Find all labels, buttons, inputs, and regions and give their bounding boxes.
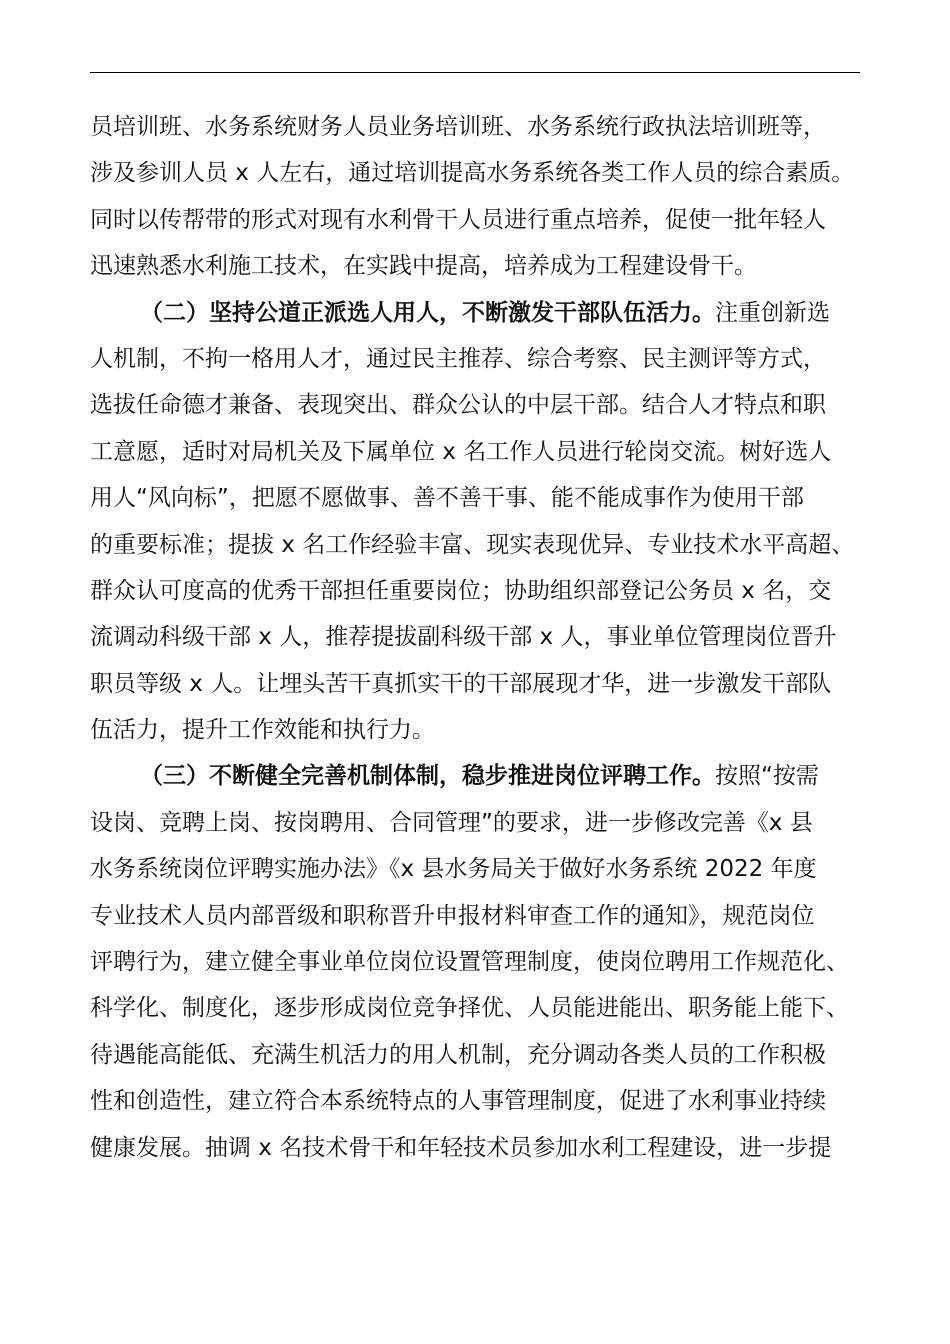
text-line: 性和创造性，建立符合本系统特点的人事管理制度，促进了水利事业持续 bbox=[90, 1088, 826, 1115]
paragraph-selection bbox=[90, 290, 860, 754]
text-line: 评聘行为，建立健全事业单位岗位设置管理制度，使岗位聘用工作规范化、 bbox=[90, 949, 849, 976]
text-line: 涉及参训人员 x 人左右，通过培训提高水务系统各类工作人员的综合素质。 bbox=[90, 160, 855, 187]
text-line: 伍活力，提升工作效能和执行力。 bbox=[90, 717, 435, 744]
text-line: 健康发展。抽调 x 名技术骨干和年轻技术员参加水利工程建设，进一步提 bbox=[90, 1134, 832, 1161]
document-body bbox=[90, 104, 860, 1171]
text-line: 职员等级 x 人。让埋头苦干真抓实干的干部展现才华，进一步激发干部队 bbox=[90, 670, 832, 697]
text-line: 科学化、制度化，逐步形成岗位竞争择优、人员能进能出、职务能上能下、 bbox=[90, 995, 849, 1022]
paragraph-first-line bbox=[90, 290, 860, 336]
text-line: 员培训班、水务系统财务人员业务培训班、水务系统行政执法培训班等， bbox=[90, 114, 826, 140]
text-line: 流调动科级干部 x 人，推荐提拔副科级干部 x 人，事业单位管理岗位晋升 bbox=[90, 624, 837, 651]
text-line: 水务系统岗位评聘实施办法》《x 县水务局关于做好水务系统 2022 年度 bbox=[90, 856, 817, 883]
paragraph-training bbox=[90, 104, 860, 290]
section-heading: （三）不断健全完善机制体制，稳步推进岗位评聘工作。 bbox=[140, 763, 715, 790]
text-line: 迅速熟悉水利施工技术，在实践中提高，培养成为工程建设骨干。 bbox=[90, 253, 757, 280]
text-line: 同时以传帮带的形式对现有水利骨干人员进行重点培养，促使一批年轻人 bbox=[90, 206, 826, 233]
text-line: 专业技术人员内部晋级和职称晋升申报材料审查工作的通知》，规范岗位 bbox=[90, 902, 815, 929]
text-line: 群众认可度高的优秀干部担任重要岗位；协助组织部登记公务员 x 名，交 bbox=[90, 577, 832, 604]
text-run: 按照“按需 bbox=[715, 763, 819, 790]
text-line: 工意愿，适时对局机关及下属单位 x 名工作人员进行轮岗交流。树好选人 bbox=[90, 438, 832, 465]
text-line: 用人“风向标”，把愿不愿做事、善不善干事、能不能成事作为使用干部 bbox=[90, 485, 804, 512]
section-heading: （二）坚持公道正派选人用人，不断激发干部队伍活力。 bbox=[140, 299, 715, 326]
text-line: 设岗、竞聘上岗、按岗聘用、合同管理”的要求，进一步修改完善《x 县 bbox=[90, 809, 813, 836]
text-line: 选拔任命德才兼备、表现突出、群众公认的中层干部。结合人才特点和职 bbox=[90, 392, 826, 419]
text-line: 的重要标准；提拔 x 名工作经验丰富、现实表现优异、专业技术水平高超、 bbox=[90, 531, 855, 558]
text-run: 注重创新选 bbox=[715, 299, 830, 326]
text-line: 待遇能高能低、充满生机活力的用人机制，充分调动各类人员的工作积极 bbox=[90, 1041, 826, 1068]
text-line: 人机制，不拘一格用人才，通过民主推荐、综合考察、民主测评等方式， bbox=[90, 345, 826, 372]
header-rule bbox=[90, 72, 860, 73]
paragraph-evaluation bbox=[90, 753, 860, 1171]
paragraph-first-line bbox=[90, 753, 860, 799]
